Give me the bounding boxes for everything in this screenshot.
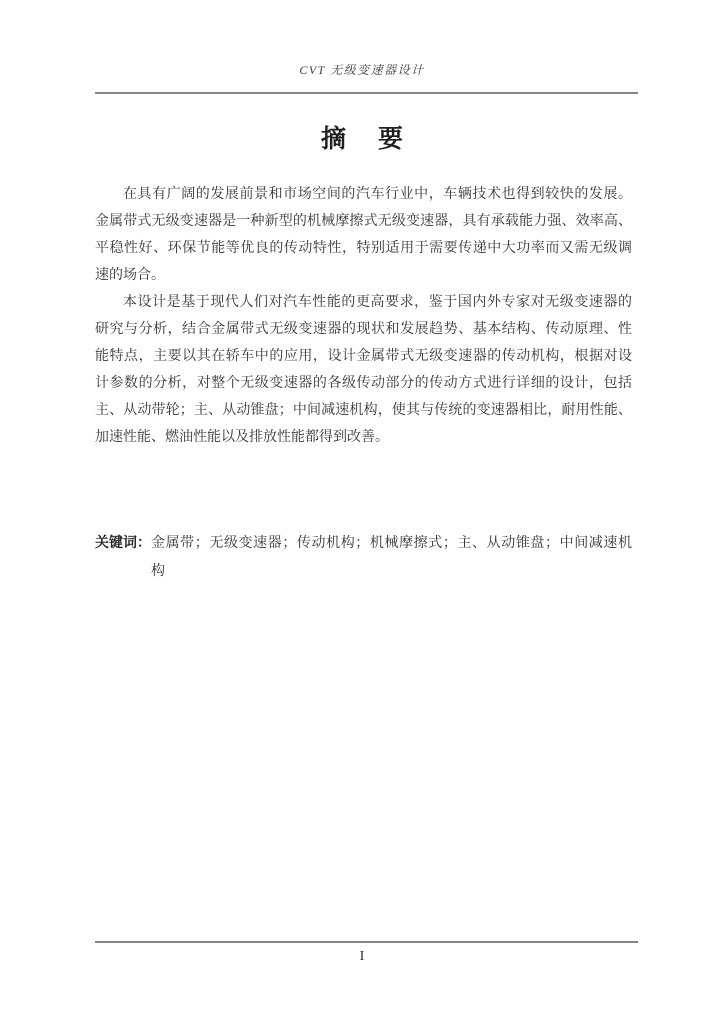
header-rule [95,92,638,94]
abstract-paragraph-2-line: 计参数的分析，对整个无级变速器的各级传动部分的传动方式进行详细的设计，包括 [95,376,632,391]
keywords-text [151,530,632,586]
keywords-line: 构 [151,564,165,579]
page-number: I [359,949,365,964]
abstract-paragraph-2-line: 研究与分析，结合金属带式无级变速器的现状和发展趋势、基本结构、传动原理、性 [95,322,632,337]
abstract-body [95,181,632,451]
page-title [0,122,724,156]
abstract-paragraph-1-line: 在具有广阔的发展前景和市场空间的汽车行业中，车辆技术也得到较快的发展。 [123,187,632,202]
title-char-left: 摘 [320,125,346,153]
abstract-paragraph-2-line: 主、从动带轮；主、从动锥盘；中间减速机构，使其与传统的变速器相比，耐用性能、 [95,403,632,418]
abstract-paragraph-1-line: 速的场合。 [95,268,165,283]
running-head: CVT 无级变速器设计 [299,63,425,77]
abstract-paragraph-2-line: 能特点，主要以其在轿车中的应用，设计金属带式无级变速器的传动机构，根据对设 [95,349,632,364]
keywords-line: 金属带；无级变速器；传动机构；机械摩擦式；主、从动锥盘；中间减速机 [151,536,632,551]
footer-rule [95,941,638,943]
keywords-label: 关键词： [95,536,151,551]
abstract-paragraph-1-line: 平稳性好、环保节能等优良的传动特性，特别适用于需要传递中大功率而又需无级调 [95,241,632,256]
abstract-paragraph-2-line: 加速性能、燃油性能以及排放性能都得到改善。 [95,430,389,445]
abstract-paragraph-1-line: 金属带式无级变速器是一种新型的机械摩擦式无级变速器，具有承载能力强、效率高、 [95,214,632,229]
title-char-right: 要 [378,125,404,153]
abstract-paragraph-2-line: 本设计是基于现代人们对汽车性能的更高要求，鉴于国内外专家对无级变速器的 [123,295,632,310]
keywords-block [95,530,632,586]
